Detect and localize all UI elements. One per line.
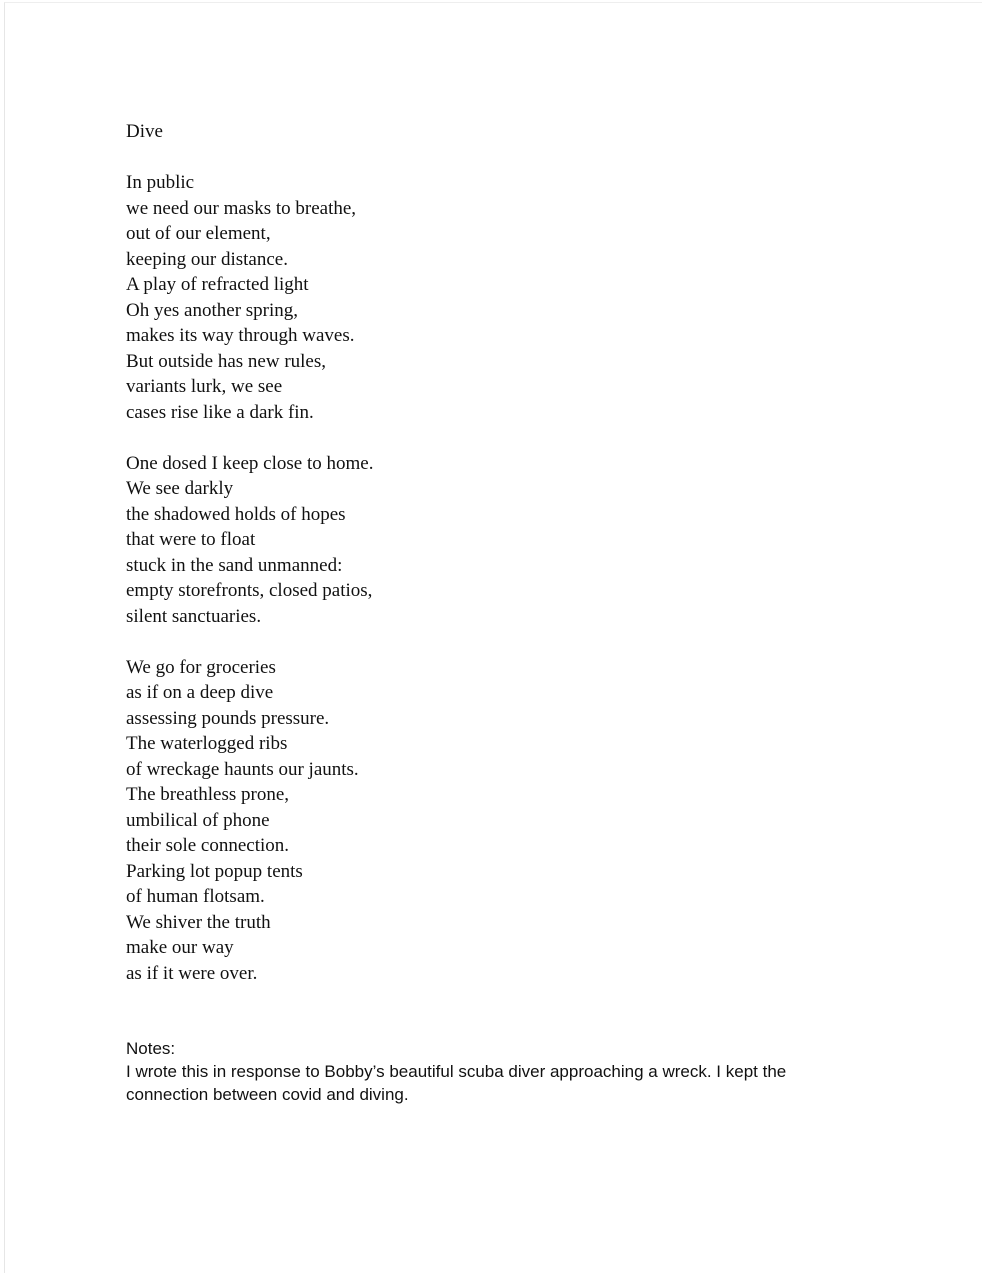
poem xyxy=(126,119,373,986)
title-gap xyxy=(126,145,373,171)
poem-line: We shiver the truth xyxy=(126,911,271,933)
poem-line: out of our element, xyxy=(126,223,271,244)
stanza-2 xyxy=(126,451,373,630)
poem-line: empty storefronts, closed patios, xyxy=(126,580,373,601)
poem-line: variants lurk, we see xyxy=(126,376,283,397)
notes-heading: Notes: xyxy=(126,1039,176,1058)
poem-line: keeping our distance. xyxy=(126,248,288,270)
poem-line: silent sanctuaries. xyxy=(126,605,262,627)
poem-line: the shadowed holds of hopes xyxy=(126,503,346,525)
poem-line: Oh yes another spring, xyxy=(126,299,299,321)
stanza-1 xyxy=(126,170,373,425)
poem-line: A play of refracted light xyxy=(126,274,309,295)
poem-line: their sole connection. xyxy=(126,835,290,856)
poem-line: cases rise like a dark fin. xyxy=(126,401,314,423)
poem-line: of human flotsam. xyxy=(126,886,265,907)
poem-line: makes its way through waves. xyxy=(126,325,355,346)
poem-line: The breathless prone, xyxy=(126,784,290,805)
poem-line: We go for groceries xyxy=(126,656,276,678)
stanza-gap xyxy=(126,425,373,451)
poem-line: Parking lot popup tents xyxy=(126,860,303,882)
poem-line: We see darkly xyxy=(126,478,234,499)
poem-line: as if it were over. xyxy=(126,962,258,984)
poem-title: Dive xyxy=(126,121,163,142)
poem-line: as if on a deep dive xyxy=(126,682,274,703)
poem-line: But outside has new rules, xyxy=(126,350,327,372)
poem-line: we need our masks to breathe, xyxy=(126,197,357,219)
document-page xyxy=(4,2,982,1273)
poem-line: In public xyxy=(126,172,195,193)
poem-line: of wreckage haunts our jaunts. xyxy=(126,758,359,780)
stanza-3 xyxy=(126,655,373,987)
notes-body: I wrote this in response to Bobby’s beautiful scuba diver approaching a wreck. I kept the connection between covid and diving. xyxy=(126,1062,787,1104)
poem-line: One dosed I keep close to home. xyxy=(126,452,374,474)
poem-line: assessing pounds pressure. xyxy=(126,707,330,729)
notes-section xyxy=(126,1037,846,1106)
poem-line: make our way xyxy=(126,937,234,958)
stanza-gap xyxy=(126,629,373,655)
poem-line: umbilical of phone xyxy=(126,809,270,831)
poem-line: stuck in the sand unmanned: xyxy=(126,554,343,576)
poem-line: The waterlogged ribs xyxy=(126,733,288,754)
poem-line: that were to float xyxy=(126,529,256,550)
